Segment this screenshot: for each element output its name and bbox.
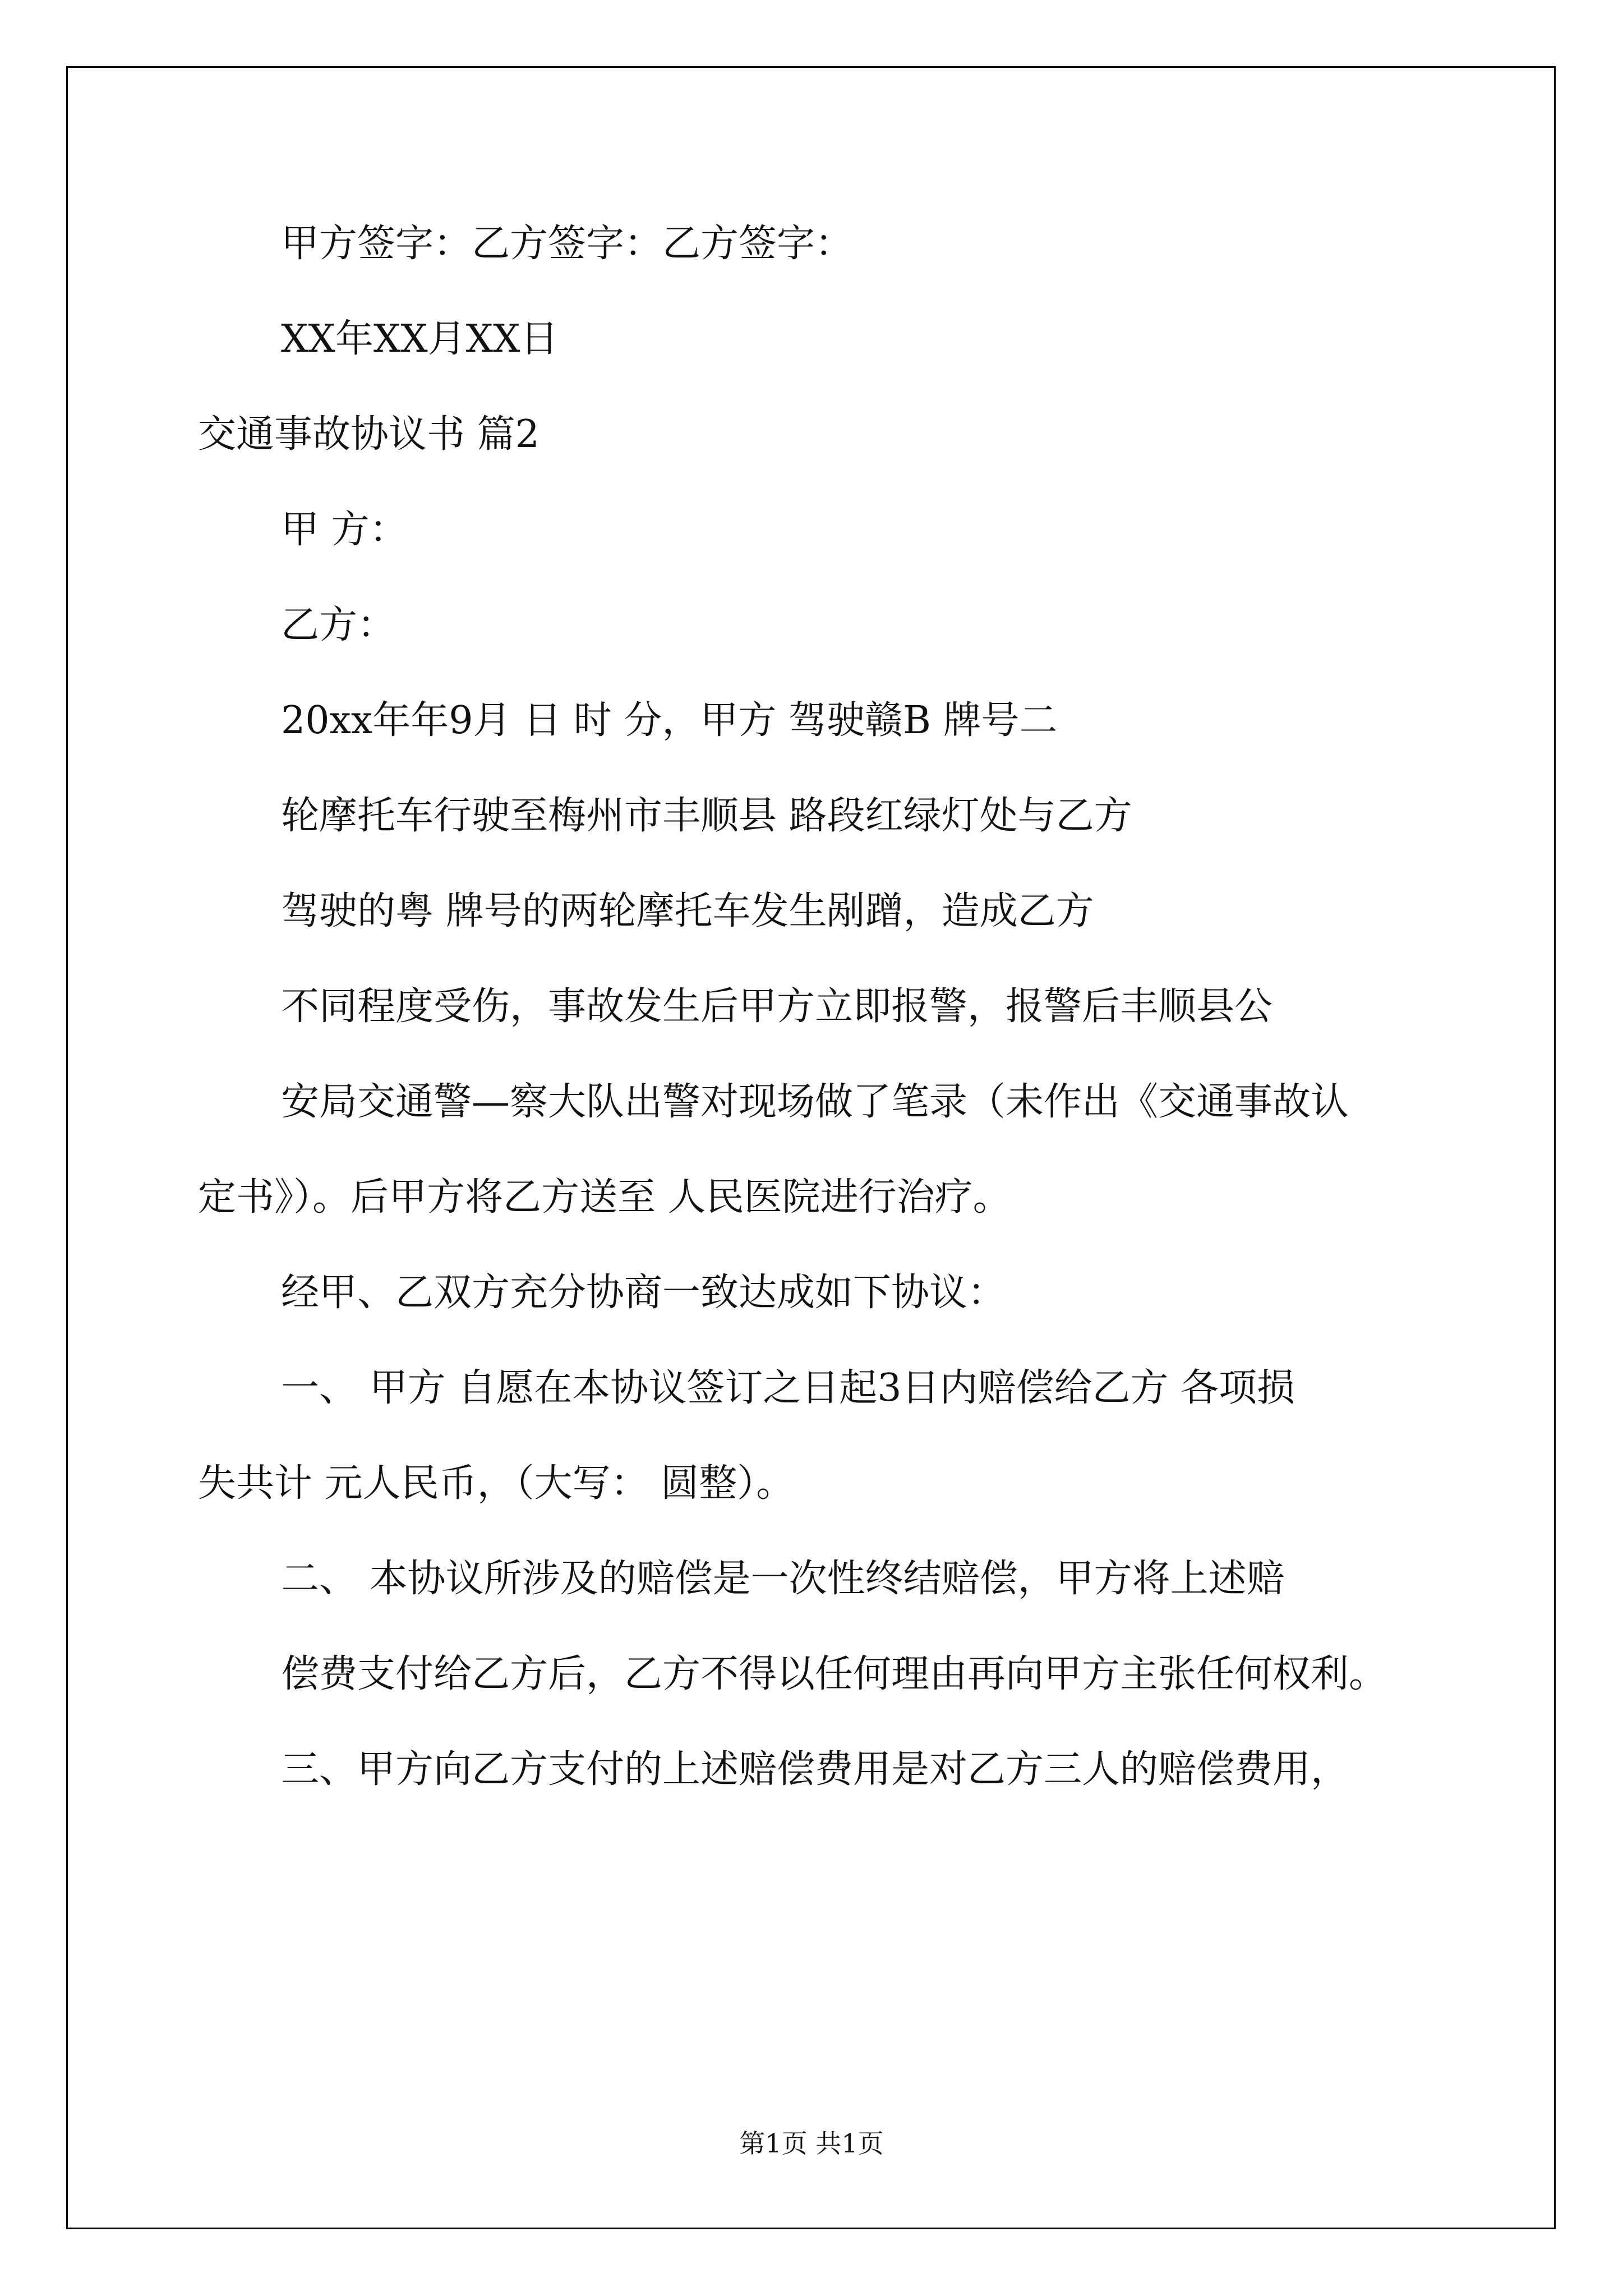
page-footer: 第1页 共1页	[739, 2128, 884, 2159]
page-border	[66, 66, 1556, 2229]
paragraph-line: 轮摩托车行驶至梅州市丰顺县 路段红绿灯处与乙方	[281, 794, 1132, 838]
clause-line: 一、 甲方 自愿在本协议签订之日起3日内赔偿给乙方 各项损	[281, 1366, 1295, 1410]
clause-line: 失共计 元人民币，（大写： 圆整）。	[198, 1461, 795, 1506]
party-b-line: 乙方：	[281, 603, 396, 647]
clause-line: 偿费支付给乙方后，乙方不得以任何理由再向甲方主张任何权利。	[281, 1652, 1387, 1696]
paragraph-line: 20xx年年9月 日 时 分，甲方 驾驶赣B 牌号二	[281, 698, 1058, 743]
signature-line: 甲方签字：乙方签字：乙方签字：	[281, 222, 854, 266]
section-heading: 交通事故协议书 篇2	[198, 412, 540, 457]
date-line: XX年XX月XX日	[281, 317, 559, 361]
paragraph-line: 经甲、乙双方充分协商一致达成如下协议：	[281, 1271, 1006, 1315]
paragraph-line: 定书》）。后甲方将乙方送至 人民医院进行治疗。	[198, 1175, 1011, 1220]
party-a-line: 甲 方：	[281, 508, 408, 552]
paragraph-line: 安局交通警—察大队出警对现场做了笔录（未作出《交通事故认	[281, 1080, 1349, 1124]
paragraph-line: 驾驶的粤 牌号的两轮摩托车发生剐蹭，造成乙方	[281, 889, 1094, 933]
clause-line: 三、甲方向乙方支付的上述赔偿费用是对乙方三人的赔偿费用，	[281, 1747, 1349, 1792]
clause-line: 二、 本协议所涉及的赔偿是一次性终结赔偿，甲方将上述赔	[281, 1557, 1285, 1601]
paragraph-line: 不同程度受伤，事故发生后甲方立即报警，报警后丰顺县公	[281, 984, 1273, 1029]
